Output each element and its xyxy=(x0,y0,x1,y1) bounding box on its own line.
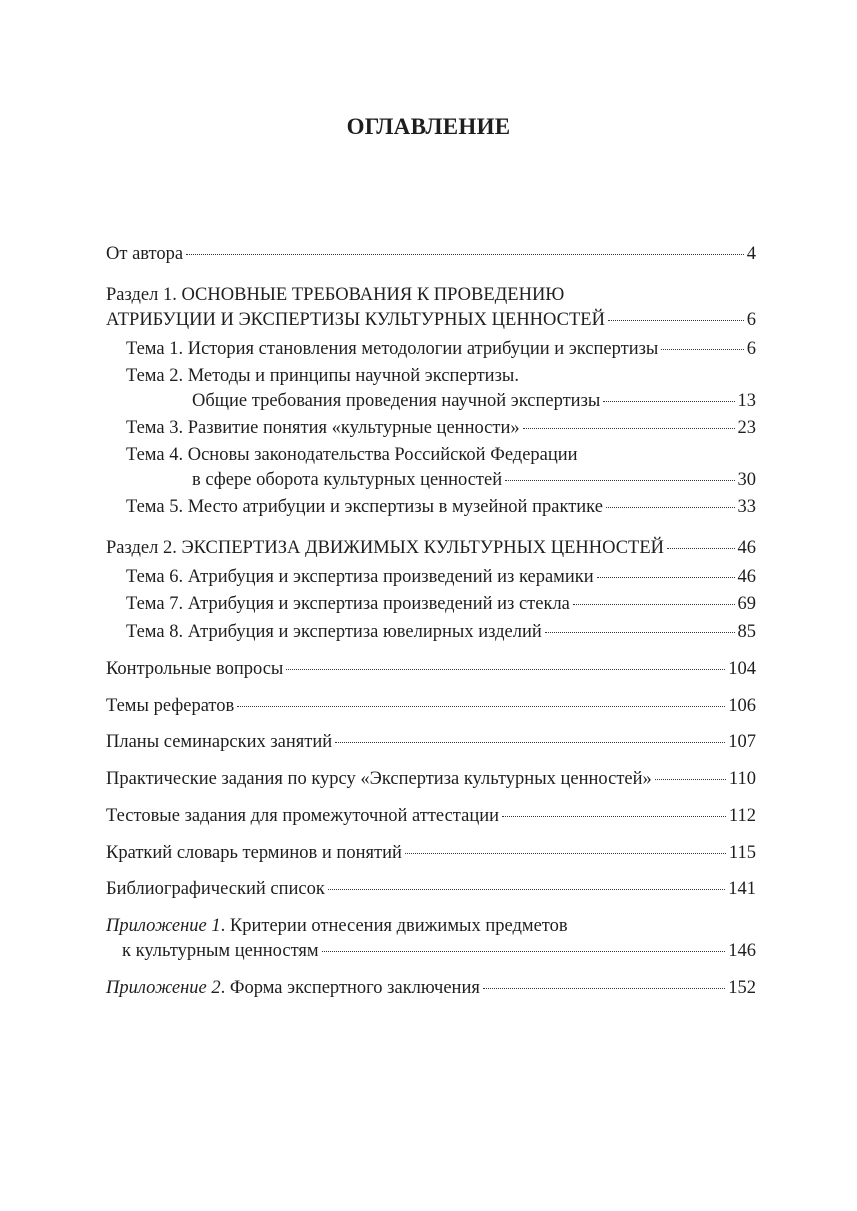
toc-page-number: 107 xyxy=(728,732,756,752)
toc-entry-test-tasks[interactable] xyxy=(106,804,756,828)
dot-leader xyxy=(603,401,734,402)
toc-entry-text: От автора xyxy=(106,244,184,264)
toc-entry-seminar-plans[interactable] xyxy=(106,730,756,754)
toc-page-number: 104 xyxy=(728,659,756,679)
page-title: ОГЛАВЛЕНИЕ xyxy=(346,114,511,139)
appendix-title: . Критерии отнесения движимых предметов xyxy=(220,916,568,936)
toc-entry-topic8[interactable] xyxy=(126,620,756,644)
dot-leader xyxy=(186,254,744,255)
toc-entry-section2[interactable] xyxy=(106,536,756,560)
toc-entry-appendix1[interactable] xyxy=(122,939,756,963)
toc-entry-text: Библиографический список xyxy=(106,879,325,899)
dot-leader xyxy=(573,604,735,605)
toc-entry-text: Тема 5. Место атрибуции и экспертизы в музейной практике xyxy=(126,497,603,517)
toc-page-number: 115 xyxy=(728,843,756,863)
toc-entry-text: Общие требования проведения научной экспертизы xyxy=(192,391,601,411)
toc-entry-text: АТРИБУЦИИ И ЭКСПЕРТИЗЫ КУЛЬТУРНЫХ ЦЕННОСТЕЙ xyxy=(106,310,605,330)
toc-entry-text xyxy=(106,976,480,1000)
toc-page-number: 13 xyxy=(737,391,756,411)
toc-entry-text: Раздел 1. ОСНОВНЫЕ ТРЕБОВАНИЯ К ПРОВЕДЕНИЮ xyxy=(106,285,565,305)
toc-entry-glossary[interactable] xyxy=(106,841,756,865)
toc-entry-text: Планы семинарских занятий xyxy=(106,732,333,752)
toc-page-number: 141 xyxy=(728,879,756,899)
toc-entry-text: к культурным ценностям xyxy=(122,941,319,961)
appendix-title: . Форма экспертного заключения xyxy=(220,978,480,998)
toc-page-number: 23 xyxy=(737,418,756,438)
dot-leader xyxy=(483,988,725,989)
dot-leader xyxy=(655,779,726,780)
toc-page-number: 33 xyxy=(737,497,756,517)
toc-entry-topic2-line1[interactable] xyxy=(126,364,756,388)
toc-entry-text: Контрольные вопросы xyxy=(106,659,284,679)
toc-entry-text: Тема 4. Основы законодательства Российской Федерации xyxy=(126,445,578,465)
dot-leader xyxy=(502,816,726,817)
toc-entry-topic5[interactable] xyxy=(126,495,756,519)
toc-entry-topic4[interactable] xyxy=(192,468,756,492)
toc-page-number: 4 xyxy=(746,244,756,264)
toc-entry-control-questions[interactable] xyxy=(106,657,756,681)
dot-leader xyxy=(335,742,725,743)
toc-page-number: 146 xyxy=(728,941,756,961)
toc-entry-text: Тема 6. Атрибуция и экспертиза произведений из керамики xyxy=(126,567,594,587)
dot-leader xyxy=(237,706,725,707)
toc-page-number: 112 xyxy=(728,806,756,826)
toc-page-number: 106 xyxy=(728,696,756,716)
toc-entry-text xyxy=(106,914,568,938)
toc-entry-text: Тема 7. Атрибуция и экспертиза произведений из стекла xyxy=(126,594,570,614)
toc-entry-text: Раздел 2. ЭКСПЕРТИЗА ДВИЖИМЫХ КУЛЬТУРНЫХ ЦЕННОСТЕЙ xyxy=(106,538,664,558)
toc-entry-topic7[interactable] xyxy=(126,592,756,616)
toc-entry-bibliography[interactable] xyxy=(106,877,756,901)
toc-entry-text: Тема 1. История становления методологии атрибуции и экспертизы xyxy=(126,339,659,359)
toc-entry-section1-line1[interactable] xyxy=(106,283,756,307)
toc-page-number: 30 xyxy=(737,470,756,490)
toc-entry-practical-tasks[interactable] xyxy=(106,767,756,791)
toc-page-number: 85 xyxy=(737,622,756,642)
dot-leader xyxy=(523,428,735,429)
toc-page-number: 6 xyxy=(746,339,756,359)
toc-entry-text: Тестовые задания для промежуточной аттестации xyxy=(106,806,500,826)
appendix-label: Приложение 1 xyxy=(106,916,221,936)
toc-entry-appendix1-line1[interactable] xyxy=(106,914,756,938)
toc-entry-essay-topics[interactable] xyxy=(106,694,756,718)
dot-leader xyxy=(661,349,743,350)
toc-entry-topic1[interactable] xyxy=(126,337,756,361)
toc-entry-appendix2[interactable] xyxy=(106,976,756,1000)
dot-leader xyxy=(667,548,735,549)
toc-entry-text: Тема 8. Атрибуция и экспертиза ювелирных изделий xyxy=(126,622,542,642)
toc-entry-text: Тема 3. Развитие понятия «культурные ценности» xyxy=(126,418,520,438)
dot-leader xyxy=(606,507,735,508)
toc-entry-topic4-line1[interactable] xyxy=(126,443,756,467)
toc-entry-text: в сфере оборота культурных ценностей xyxy=(192,470,503,490)
toc-entry-text: Краткий словарь терминов и понятий xyxy=(106,843,402,863)
toc-page-number: 46 xyxy=(737,567,756,587)
toc-page-number: 110 xyxy=(728,769,756,789)
dot-leader xyxy=(545,632,735,633)
toc-page-number: 152 xyxy=(728,978,756,998)
dot-leader xyxy=(322,951,726,952)
toc-page-number: 46 xyxy=(737,538,756,558)
toc-entry-text: Практические задания по курсу «Экспертиза культурных ценностей» xyxy=(106,769,652,789)
toc-entry-topic2[interactable] xyxy=(192,389,756,413)
toc-page-number: 69 xyxy=(737,594,756,614)
dot-leader xyxy=(505,480,734,481)
dot-leader xyxy=(597,577,735,578)
toc-page-number: 6 xyxy=(746,310,756,330)
toc-entry-topic3[interactable] xyxy=(126,416,756,440)
dot-leader xyxy=(608,320,744,321)
dot-leader xyxy=(286,669,725,670)
toc-entry-section1[interactable] xyxy=(106,308,756,332)
toc-entry-from-author[interactable] xyxy=(106,242,756,266)
toc-entry-text: Тема 2. Методы и принципы научной экспертизы. xyxy=(126,366,519,386)
appendix-label: Приложение 2 xyxy=(106,978,221,998)
dot-leader xyxy=(405,853,726,854)
toc-entry-text: Темы рефератов xyxy=(106,696,235,716)
toc-entry-topic6[interactable] xyxy=(126,565,756,589)
dot-leader xyxy=(328,889,725,890)
